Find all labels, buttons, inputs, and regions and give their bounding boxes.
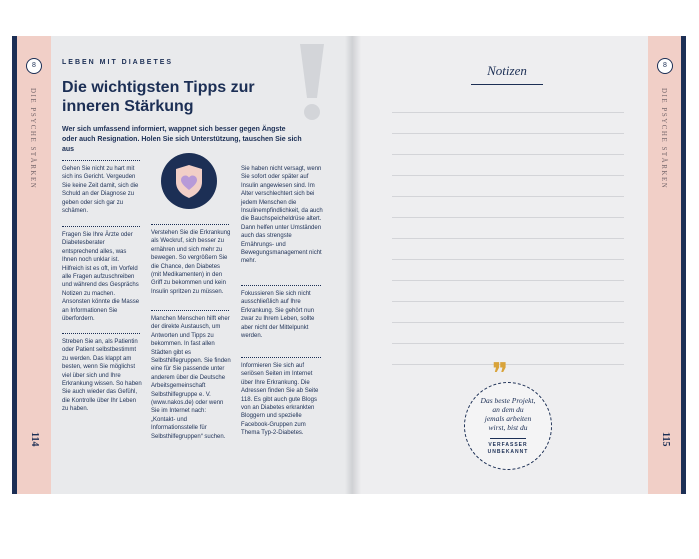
- divider: [241, 285, 321, 286]
- quote-text: [464, 396, 552, 432]
- tip-paragraph: Fragen Sie Ihre Ärzte oder Diabetesberater entsprechend alles, was Ihnen noch unklar ist. Hilfreich ist es oft, im Vorfeld alle Fragen aufzuschreiben und während des Gesprächs Notizen zu machen. Ansonsten könnte die Masse an Informationen Sie überfordern.: [62, 232, 140, 323]
- quote-line: wirst, bist du: [488, 423, 528, 432]
- quote-line: an dem du: [492, 405, 524, 414]
- tip-paragraph: Gehen Sie nicht zu hart mit sich ins Gericht. Vergeuden Sie keine Zeit damit, sich die Schuld an der Diagnose zu geben oder sich gar zu schämen.: [62, 166, 139, 215]
- quote-divider: [490, 438, 526, 439]
- book-spine-right: [681, 36, 686, 494]
- heart-shield-icon: [161, 153, 217, 209]
- tip-paragraph: Fokussieren Sie sich nicht ausschließlich auf Ihre Erkrankung. Sie gehört nun zwar zu Ihrem Leben, sollte aber nicht der Mittelpunkt werden.: [241, 291, 315, 340]
- notes-title-underline: [471, 84, 543, 85]
- quote-author-line: VERFASSER: [488, 442, 528, 448]
- quote-line: jemals arbeiten: [484, 414, 532, 423]
- book-gutter: [345, 36, 361, 494]
- exclamation-mark-icon: [296, 40, 328, 122]
- notes-title: Notizen: [487, 63, 527, 78]
- tip-paragraph: Manchen Menschen hilft eher der direkte Austausch, um Antworten und Tipps zu bekommen. In fast allen Städten gibt es Selbsthilfegruppen. Sie finden eine für Sie passende unter anderem über die Deutsche Arbeitsgemeinschaft Selbsthilfegruppe e. V. (www.nakos.de) oder wenn Sie im Internet nach: „Kontakt- und Informationsstelle für Selbsthilfegruppen“ suchen.: [151, 316, 231, 440]
- side-label-right: DIE PSYCHE STÄRKEN: [660, 88, 668, 190]
- page-title-line2: inneren Stärkung: [62, 98, 194, 115]
- tip-paragraph: Sie haben nicht versagt, wenn Sie sofort oder später auf Insulin angewiesen sind. Im Alter verschlechtert sich bei jedem Menschen die Insulinempfindlichkeit, da auch die Bauchspeicheldrüse altert. Dann helfen unter Umständen auch das strengste Ernährungs- und Bewegungsmanagement nicht mehr.: [241, 166, 323, 265]
- divider: [62, 333, 140, 334]
- section-header: LEBEN MIT DIABETES: [62, 59, 174, 66]
- divider: [62, 160, 140, 161]
- lead-paragraph: Wer sich umfassend informiert, wappnet sich besser gegen Ängste oder auch Resignation. Holen Sie sich Unterstützung, tauschen Sie sich aus: [62, 126, 302, 153]
- tip-paragraph: Informieren Sie sich auf seriösen Seiten im Internet über Ihre Erkrankung. Die Adressen finden Sie ab Seite 118. Es gibt auch gute Blogs von an Diabetes erkrankten Bloggern und spezielle Facebook-Gruppen zum Thema Typ-2-Diabetes.: [241, 363, 319, 437]
- chapter-badge-left: 8: [26, 58, 42, 74]
- page-title-line1: Die wichtigsten Tipps zur: [62, 79, 255, 96]
- chapter-badge-right: 8: [657, 58, 673, 74]
- quote-author: [464, 442, 552, 456]
- tip-paragraph: Verstehen Sie die Erkrankung als Weckruf, sich besser zu ernähren und sich mehr zu bewegen. So vergrößern Sie die Chance, den Diabetes (mit Medikamenten) in den Griff zu bekommen und kein Insulin spritzen zu müssen.: [151, 230, 231, 295]
- divider: [151, 310, 229, 311]
- quote-line: Das beste Projekt,: [480, 396, 536, 405]
- quote-mark-icon: ❞: [492, 357, 509, 392]
- quote-author-line: UNBEKANNT: [487, 449, 529, 455]
- tip-paragraph: Streben Sie an, als Patientin oder Patient selbstbestimmt zu werden. Das klappt am besten, wenn Sie möglichst viel über sich und Ihre Erkrankung wissen. So haben Sie auch wieder das Gefühl, die Kontrolle über Ihr Leben zu haben.: [62, 339, 142, 413]
- page-number-right: 115: [660, 432, 671, 447]
- notes-lines: [392, 92, 624, 365]
- side-label-left: DIE PSYCHE STÄRKEN: [29, 88, 37, 190]
- page-number-left: 114: [29, 432, 40, 447]
- divider: [62, 226, 140, 227]
- divider: [151, 224, 229, 225]
- divider: [241, 357, 321, 358]
